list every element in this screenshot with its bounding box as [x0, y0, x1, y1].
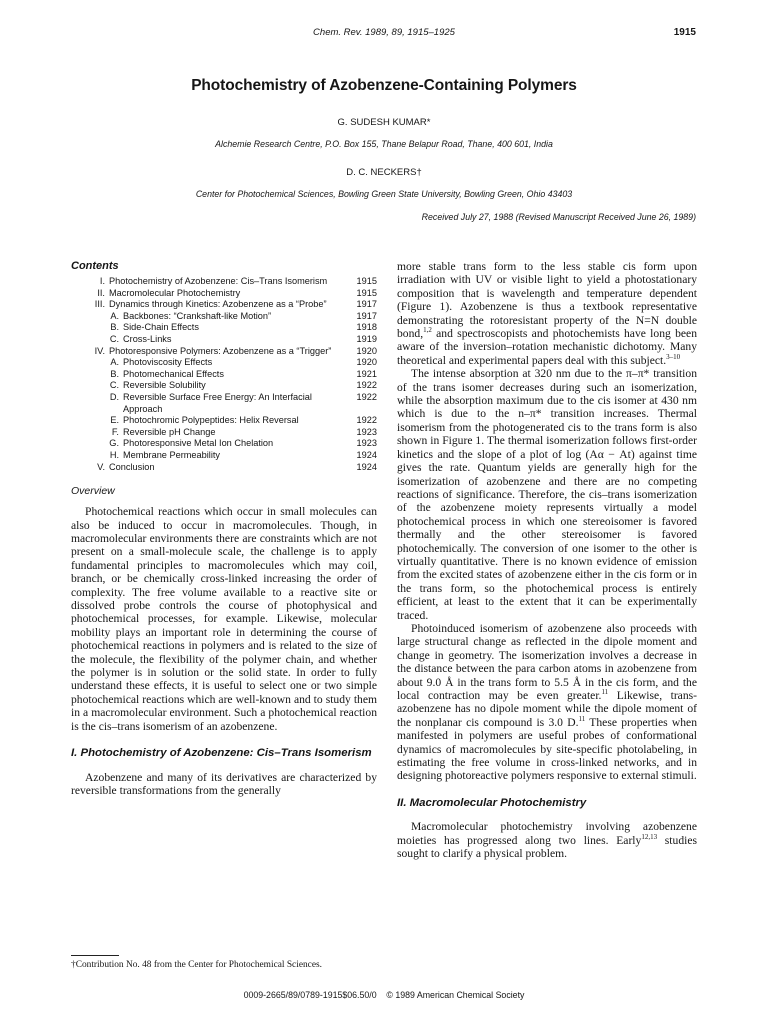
contents-heading: Contents: [71, 260, 119, 272]
toc-entry: [71, 299, 377, 311]
toc-entry-title: Photomechanical Effects: [123, 368, 224, 379]
toc-entry-page: 1924: [356, 461, 377, 472]
toc-entry-page: 1918: [356, 322, 377, 333]
toc-entry: [71, 380, 377, 392]
toc-entry-title: Membrane Permeability: [123, 449, 221, 460]
paragraph-absorption: The intense absorption at 320 nm due to the π–π* transition of the trans isomer decreases during such an isomerization, while the absorption maximum due to the cis isomer at 430 nm which is due to the n–π* transition increases. Thermal isomerism from the photogenerated cis to the trans form is also shown in Figure 1. The thermal isomerization follows first-order kinetics and the slope of a plot of log (Aα − At) against time gives the rate. Quantum yields are generally high for the isomerization of azobenzene and there are no competing reactions of significance. Therefore, the cis–trans isomerization of the azobenzene moiety represents virtually a model photochemical process in which one stereoisomer is favored thermally and the other stereoisomer is favored photochemically. The conversion of one isomer to the other is virtually quantitative. There is no known evidence of emission from the excited states of azobenzene either in the cis form or in the trans form, so the photochemical process is entirely efficient, at least to the extent that it can be experimentally traced.: [397, 367, 697, 622]
toc-entry-title: Photochemistry of Azobenzene: Cis–Trans Isomerism: [109, 276, 328, 286]
toc-entry-title: Conclusion: [109, 461, 155, 472]
toc-entry-page: 1915: [356, 276, 377, 286]
toc-entry-title: Cross-Links: [123, 333, 172, 344]
toc-entry-page: 1923: [356, 438, 377, 449]
journal-citation: Chem. Rev. 1989, 89, 1915–1925: [313, 27, 455, 38]
page-number: 1915: [673, 27, 696, 38]
toc-entry-page: 1919: [356, 333, 377, 344]
author-1-name: G. SUDESH KUMAR*: [337, 117, 431, 128]
toc-entry-number: V.: [97, 461, 105, 472]
toc-entry: [71, 334, 377, 346]
left-column: [71, 260, 377, 797]
bottom-line: [0, 990, 768, 1000]
toc-entry-number: II.: [97, 287, 105, 298]
received-dates: Received July 27, 1988 (Revised Manuscript Received June 26, 1989): [421, 212, 696, 222]
paragraph-macromolecular: Macromolecular photochemistry involving azobenzene moieties has progressed along two lines. Early$^{12,13}$ studies sought to clarify a physical problem.: [397, 820, 698, 861]
toc-entry-number: IV.: [94, 345, 105, 356]
toc-entry-number: E.: [110, 415, 119, 426]
toc-entry-title: Side-Chain Effects: [123, 322, 199, 333]
toc-entry-page: 1920: [356, 357, 377, 368]
toc-entry-number: G.: [109, 438, 119, 449]
paragraph-isomer-forms: more stable trans form to the less stable cis form upon irradiation with UV or visible light to yield a photostationary composition that is wavelength and temperature dependent (Figure 1). Azobenzene is thus a textbook representative demonstrating the rotoresistant property of the N=N double bond,$^{1,2}$ and spectroscopists and photochemists have long been aware of the inversion–rotation mechanistic dichotomy. Many theoretical and experimental papers deal with this subject.$^{3-10}$: [397, 260, 697, 367]
toc-entry: [71, 357, 377, 369]
toc-entry-title: Reversible Solubility: [123, 380, 206, 391]
toc-entry-number: A.: [110, 310, 119, 321]
toc-entry-number: F.: [111, 426, 119, 437]
toc-entry-number: A.: [110, 357, 119, 368]
right-column: [397, 260, 697, 861]
toc-entry-page: 1920: [356, 345, 377, 356]
toc-entry: [71, 311, 377, 323]
toc-entry: [71, 427, 377, 439]
toc-entry-title: Photoresponsive Polymers: Azobenzene as a “Trigger”: [109, 345, 332, 356]
table-of-contents: [71, 276, 377, 473]
toc-entry-page: 1915: [356, 287, 377, 298]
toc-entry-number: D.: [109, 391, 119, 402]
paragraph-structural-change: Photoinduced isomerism of azobenzene also proceeds with large structural change as reflected in the dipole moment and change in geometry. The isomerization involves a decrease in the distance between the para carbon atoms in azobenzene from about 9.0 Å in the trans form to 5.5 Å in the cis form, and the local contraction may be even greater.$^{11}$ Likewise, trans-azobenzene has no dipole moment while the dipole moment of the nonplanar cis compound is 3.0 D.$^{11}$ These properties when manifested in polymers are useful probes of conformational dynamics of macromolecules by site-specific photolabeling, in estimating the free volume in cross-linked networks, and in designing photoreactive polymers responsive to external stimuli.: [397, 621, 697, 783]
toc-entry: [71, 346, 377, 358]
toc-entry-number: III.: [94, 299, 105, 310]
toc-entry: [71, 288, 377, 300]
toc-entry-title: Photoviscosity Effects: [123, 357, 213, 368]
toc-entry-number: C.: [109, 333, 119, 344]
toc-entry: [71, 276, 377, 288]
section-2-title: II. Macromolecular Photochemistry: [397, 796, 587, 809]
author-1-affiliation: Alchemie Research Centre, P.O. Box 155, Thane Belapur Road, Thane, 400 601, India: [215, 139, 553, 149]
toc-entry-page: 1917: [356, 310, 377, 321]
author-2-affiliation: Center for Photochemical Sciences, Bowling Green State University, Bowling Green, Ohio 43403: [195, 189, 573, 199]
toc-entry: [71, 438, 377, 450]
toc-entry: [71, 322, 377, 334]
copyright: © 1989 American Chemical Society: [386, 990, 525, 1000]
footnote: †Contribution No. 48 from the Center for Photochemical Sciences.: [71, 960, 322, 970]
toc-entry-page: 1922: [356, 415, 377, 426]
toc-entry-page: 1922: [356, 380, 377, 391]
toc-entry-title: Dynamics through Kinetics: Azobenzene as a “Probe”: [109, 299, 327, 310]
toc-entry: [71, 369, 377, 381]
toc-entry-page: 1921: [356, 368, 377, 379]
section-1-title: I. Photochemistry of Azobenzene: Cis–Trans Isomerism: [71, 747, 372, 759]
toc-entry-title: Photoresponsive Metal Ion Chelation: [123, 438, 274, 449]
toc-entry: [71, 462, 377, 474]
toc-entry-number: B.: [110, 322, 119, 333]
footnote-rule: [71, 955, 119, 956]
toc-entry: [71, 450, 377, 462]
issn-code: 0009-2665/89/0789-1915$06.50/0: [243, 990, 377, 1000]
author-2-name: D. C. NECKERS†: [346, 167, 422, 178]
overview-paragraph: Photochemical reactions which occur in small molecules can also be induced to occur in macromolecules. Though, in macromolecular environments there are constraints which are not present on a small-molecule scale, the challenge is to apply fundamental principles to macromolecules which may coil, branch, or be chemically cross-linked increasing the order of complexity. The free volume available to a reactive site or dissolved probe controls the course of photophysical and photochemical processes, for example. Likewise, molecular mobility plays an important role in determining the course of photochemical reactions in polymers and is related to the size of the molecule, the flexibility of the polymer chain, and whether the polymer is in solution or the solid state. In order to fully understand these effects, it is useful to select one or two simple photochemical reactions which are well-known and to study them in a macromolecular environment. Such a photochemical reaction is the cis–trans isomerism of an azobenzene.: [71, 505, 377, 733]
toc-entry: [71, 415, 377, 427]
toc-entry-number: C.: [109, 380, 119, 391]
toc-entry-page: 1923: [356, 426, 377, 437]
toc-entry-title: Reversible Surface Free Energy: An Interfacial Approach: [123, 391, 312, 414]
toc-entry-page: 1922: [356, 391, 377, 402]
article-title: Photochemistry of Azobenzene-Containing Polymers: [191, 77, 577, 94]
toc-entry-page: 1917: [356, 299, 377, 310]
section-1-paragraph: Azobenzene and many of its derivatives are characterized by reversible transformations from the generally: [71, 770, 377, 797]
toc-entry: [71, 392, 377, 415]
toc-entry-number: I.: [99, 276, 105, 286]
toc-entry-title: Photochromic Polypeptides: Helix Reversal: [123, 415, 299, 426]
toc-entry-page: 1924: [356, 449, 377, 460]
toc-entry-title: Reversible pH Change: [123, 426, 216, 437]
toc-entry-title: Backbones: “Crankshaft-like Motion”: [123, 310, 272, 321]
toc-entry-number: B.: [110, 368, 119, 379]
toc-entry-number: H.: [109, 449, 119, 460]
overview-heading: Overview: [71, 485, 115, 498]
toc-entry-title: Macromolecular Photochemistry: [109, 287, 241, 298]
